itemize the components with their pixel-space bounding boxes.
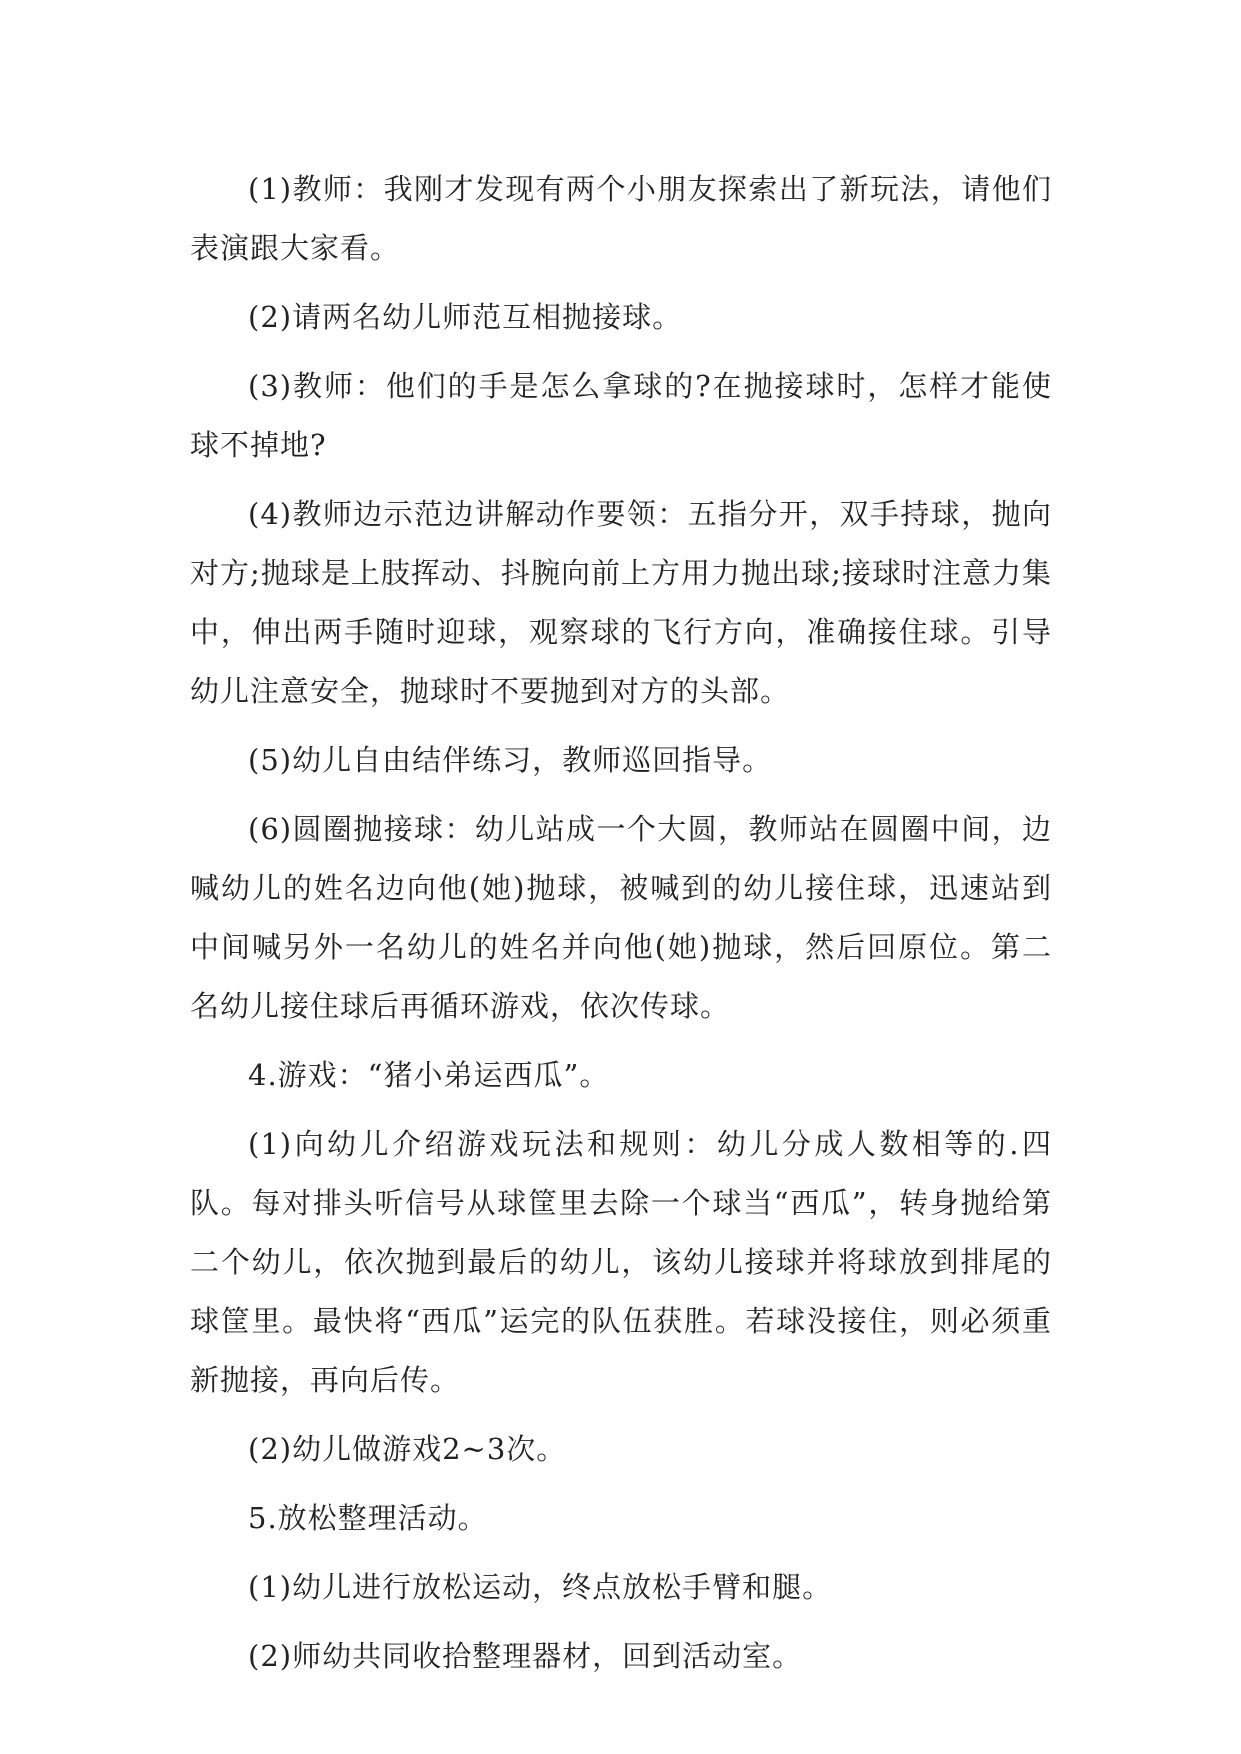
paragraph: (1)向幼儿介绍游戏玩法和规则：幼儿分成人数相等的.四队。每对排头听信号从球筐里去除一个球当“西瓜”，转身抛给第二个幼儿，依次抛到最后的幼儿，该幼儿接球并将球放到排尾的球筐里。最快将“西瓜”运完的队伍获胜。若球没接住，则必须重新抛接，再向后传。 xyxy=(190,1127,1052,1397)
section-heading: 4.游戏：“猪小弟运西瓜”。 xyxy=(248,1058,610,1092)
paragraph: (2)请两名幼儿师范互相抛接球。 xyxy=(248,300,683,334)
paragraph: (4)教师边示范边讲解动作要领：五指分开，双手持球，抛向对方;抛球是上肢挥动、抖腕向前上方用力抛出球;接球时注意力集中，伸出两手随时迎球，观察球的飞行方向，准确接住球。引导幼儿注意安全，抛球时不要抛到对方的头部。 xyxy=(190,497,1052,708)
paragraph: (1)教师：我刚才发现有两个小朋友探索出了新玩法，请他们表演跟大家看。 xyxy=(190,172,1052,265)
paragraph: (1)幼儿进行放松运动，终点放松手臂和腿。 xyxy=(248,1570,833,1604)
section-heading: 5.放松整理活动。 xyxy=(248,1501,488,1535)
document-body xyxy=(190,160,1052,1696)
paragraph: (5)幼儿自由结伴练习，教师巡回指导。 xyxy=(248,743,773,777)
paragraph: (3)教师：他们的手是怎么拿球的?在抛接球时，怎样才能使球不掉地? xyxy=(190,369,1052,462)
paragraph: (2)幼儿做游戏2~3次。 xyxy=(248,1432,567,1466)
paragraph: (6)圆圈抛接球：幼儿站成一个大圆，教师站在圆圈中间，边喊幼儿的姓名边向他(她)抛球，被喊到的幼儿接住球，迅速站到中间喊另外一名幼儿的姓名并向他(她)抛球，然后回原位。第二名幼儿接住球后再循环游戏，依次传球。 xyxy=(190,812,1052,1023)
paragraph: (2)师幼共同收拾整理器材，回到活动室。 xyxy=(248,1639,803,1673)
